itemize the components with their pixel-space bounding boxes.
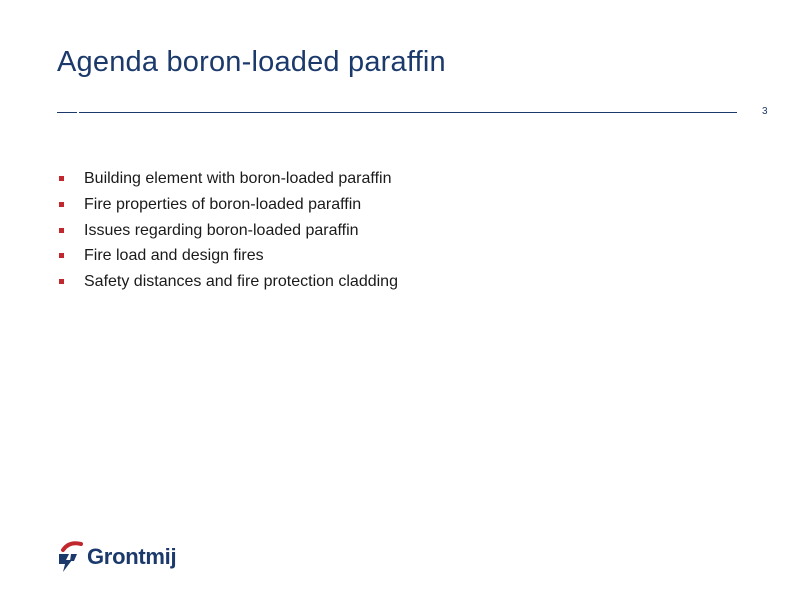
agenda-item-text: Fire properties of boron-loaded paraffin	[84, 195, 362, 213]
square-bullet-icon	[59, 176, 64, 181]
logo-wordmark: Grontmij	[87, 544, 177, 569]
grontmij-logo-icon	[57, 540, 83, 574]
agenda-item-text: Building element with boron-loaded paraffin	[84, 170, 392, 187]
title-rule	[79, 112, 737, 113]
agenda-item-text: Issues regarding boron-loaded paraffin	[84, 221, 359, 239]
square-bullet-icon	[59, 253, 64, 258]
square-bullet-icon	[59, 202, 64, 207]
grontmij-logo	[57, 540, 187, 576]
square-bullet-icon	[59, 228, 64, 233]
slide-title: Agenda boron-loaded paraffin	[57, 46, 446, 78]
agenda-item-text: Safety distances and fire protection cladding	[84, 273, 398, 291]
page-number: 3	[762, 106, 768, 117]
title-rule-short	[57, 112, 77, 113]
square-bullet-icon	[59, 279, 64, 284]
agenda-item-text: Fire load and design fires	[84, 247, 264, 265]
